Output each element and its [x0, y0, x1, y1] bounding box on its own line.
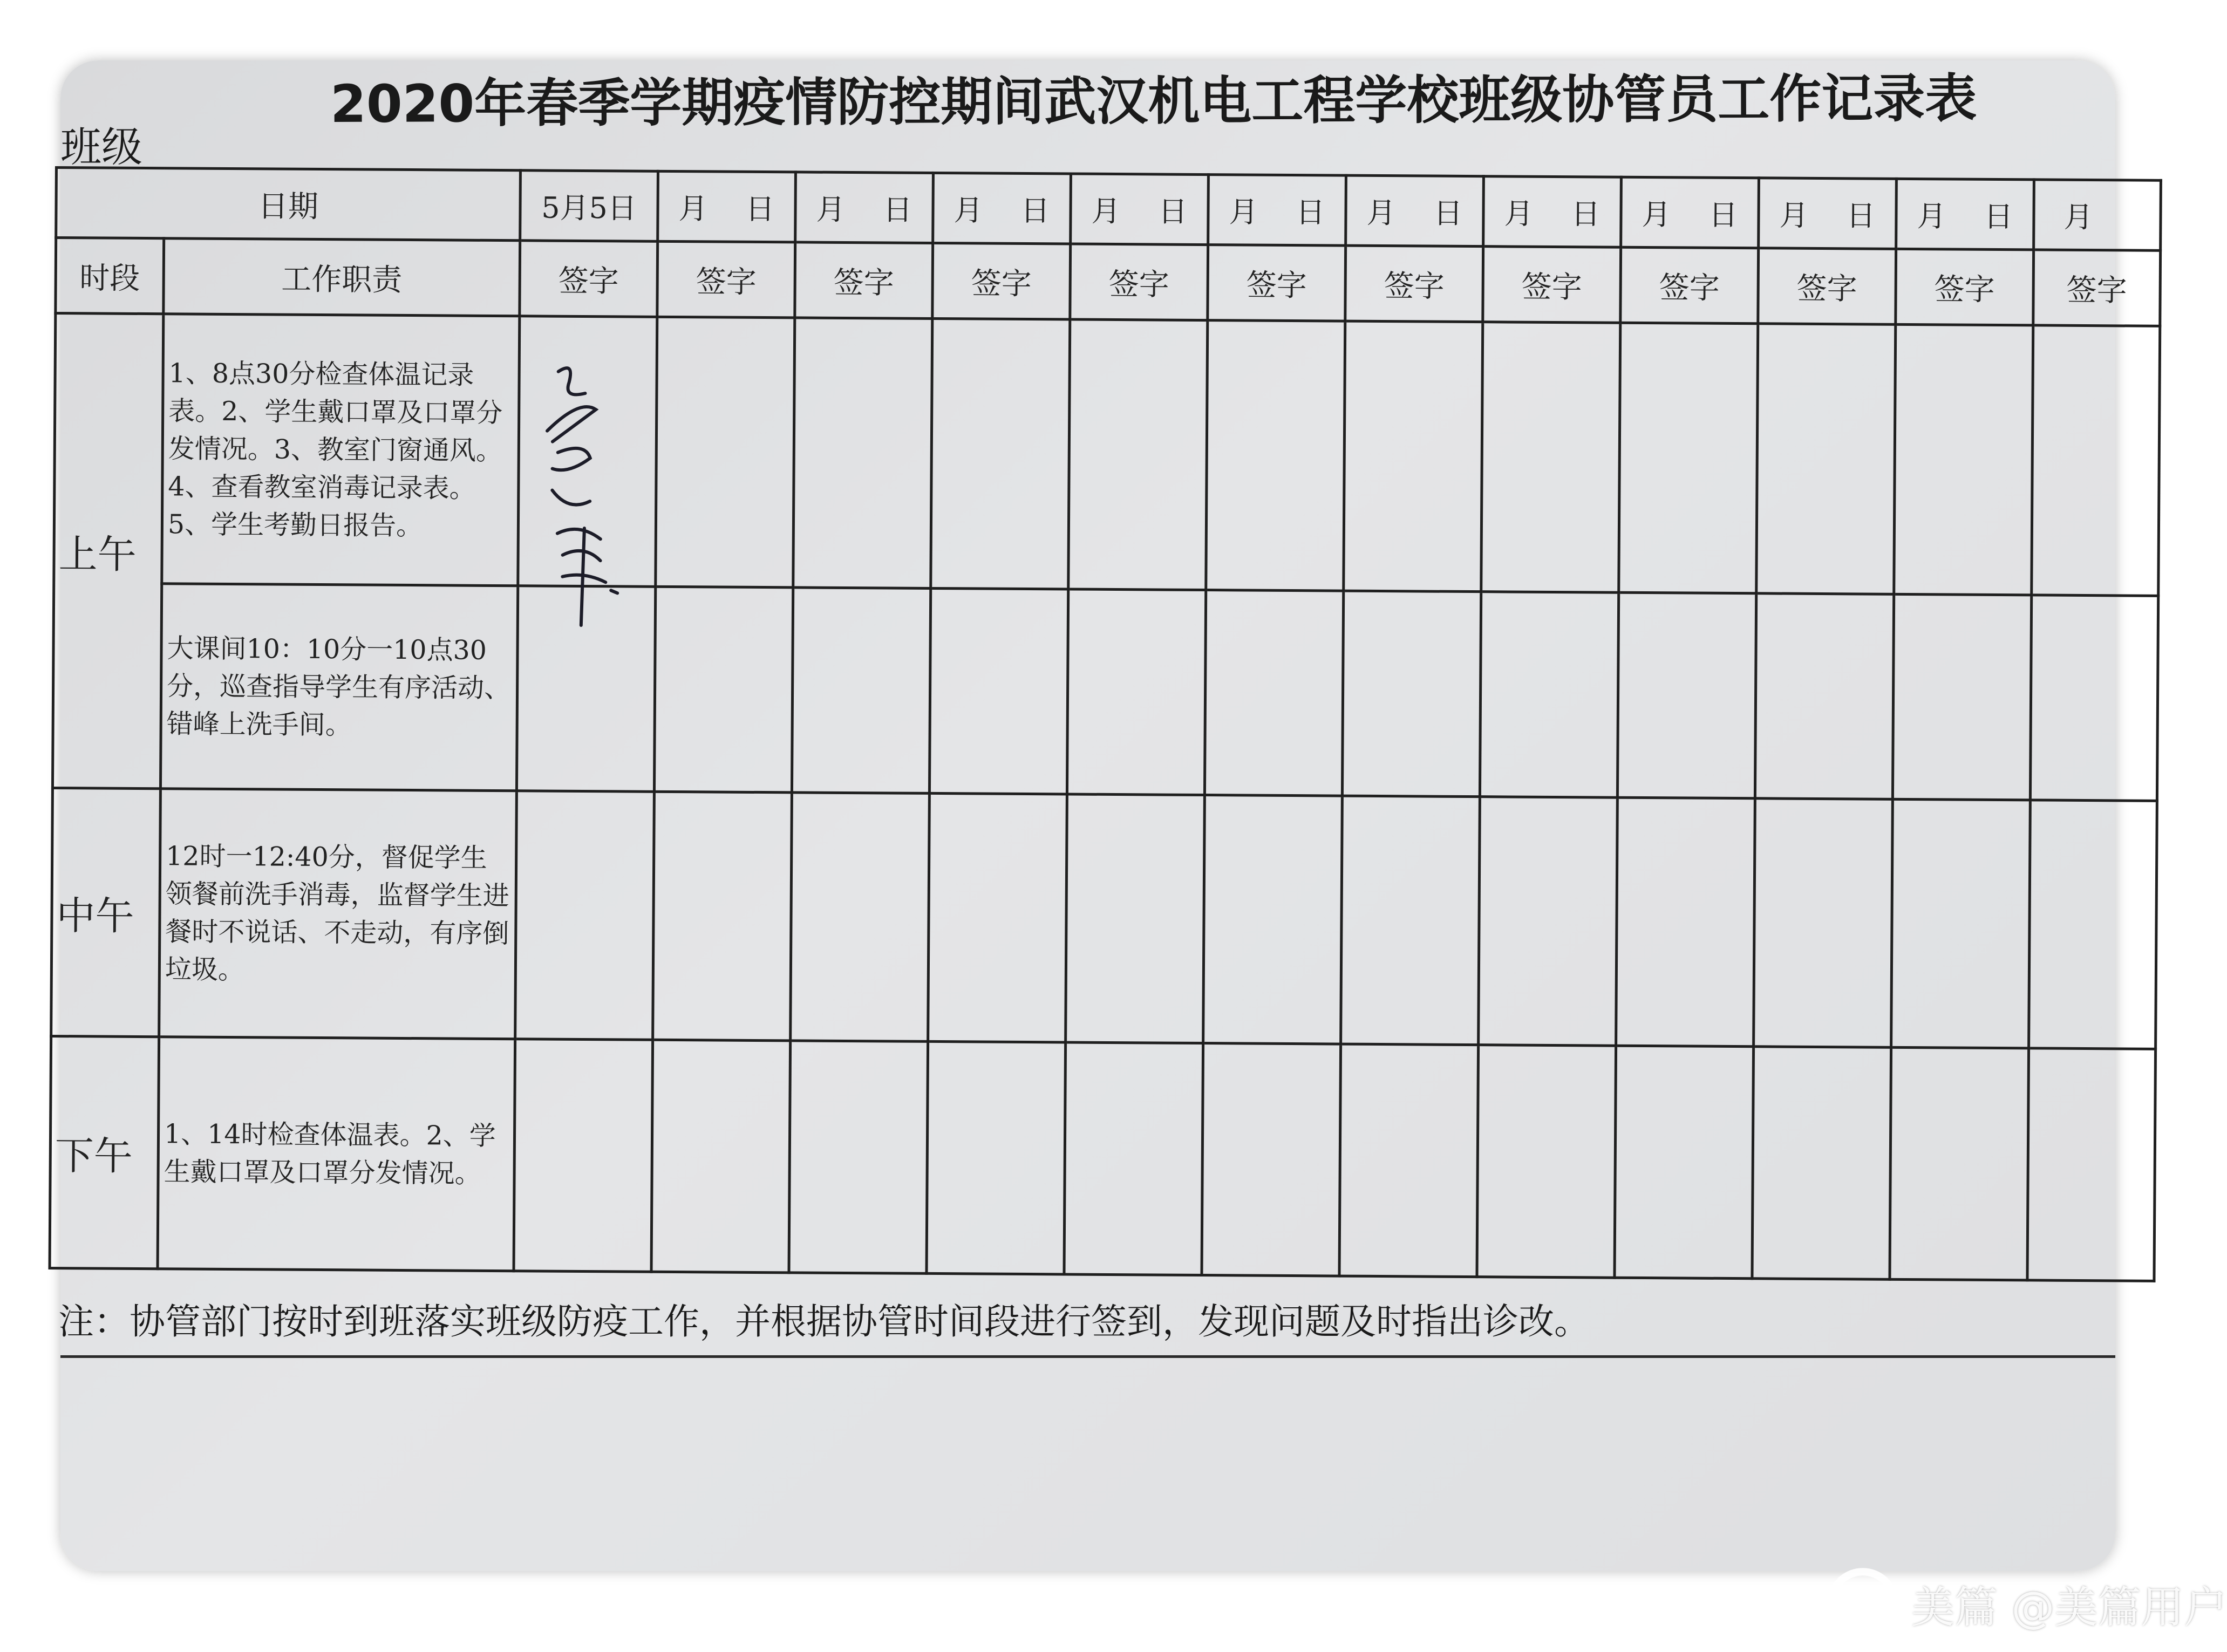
sign-header: 签字: [1896, 249, 2034, 325]
footer-note: 注：协管部门按时到班落实班级防疫工作，并根据协管时间段进行签到，发现问题及时指出诊改。: [58, 1301, 1590, 1342]
footer-divider: [60, 1355, 2115, 1358]
watermark-text: 美篇 @美篇用户: [1911, 1582, 2227, 1633]
period-header: 时段: [56, 238, 164, 314]
date-cell: 月 日: [1346, 175, 1484, 247]
date-cell-cut: 月: [2034, 180, 2161, 250]
handwritten-signature: [530, 350, 639, 631]
form-title: 2020年春季学期疫情防控期间武汉机电工程学校班级协管员工作记录表: [330, 68, 1977, 135]
duty-morning-1: 1、8点30分检查体温记录表。2、学生戴口罩及口罩分发情况。3、教室门窗通风。4、查看教室消毒记录表。5、学生考勤日报告。: [162, 314, 520, 586]
header-row: [56, 238, 2161, 326]
date-cell: 月 日: [1483, 176, 1622, 248]
sign-header: 签字: [657, 241, 795, 318]
sign-header: 签字: [1070, 244, 1208, 320]
sign-header: 签字: [1758, 248, 1896, 325]
sign-header: 签字: [2033, 250, 2161, 326]
signature-cell: [518, 316, 657, 587]
table-row: [52, 583, 2158, 801]
sign-header: 签字: [1345, 245, 1483, 322]
period-morning: 上午: [52, 313, 163, 789]
duty-noon: 12时一12:40分，督促学生领餐前洗手消毒，监督学生进餐时不说话、不走动，有序倒垃圾。: [159, 789, 517, 1039]
document-photo: [55, 60, 2227, 1633]
table-row: [54, 313, 2160, 596]
table-row: [50, 1036, 2156, 1281]
sign-header: 签字: [1208, 245, 1346, 322]
date-cell: 月 日: [658, 171, 796, 242]
meipian-logo-icon: [1825, 1566, 1901, 1641]
date-cell: 月 日: [1759, 178, 1897, 249]
sign-header: 签字: [1620, 247, 1759, 324]
table-row: [51, 788, 2157, 1049]
sign-header: 签字: [795, 242, 933, 319]
date-cell: 月 日: [1621, 177, 1759, 248]
period-afternoon: 下午: [50, 1036, 159, 1268]
record-table: [49, 166, 2162, 1282]
duty-morning-2: 大课间10：10分一10点30分，巡查指导学生有序活动、错峰上洗手间。: [160, 584, 517, 791]
date-cell: 月 日: [1071, 174, 1209, 245]
date-header: 日期: [56, 168, 521, 241]
date-row: [56, 168, 2161, 251]
sign-header: 签字: [932, 243, 1071, 319]
date-cell: 月 日: [795, 172, 934, 243]
sign-header: 签字: [1483, 247, 1621, 323]
sign-header: 签字: [520, 241, 658, 317]
date-cell-first: 5月5日: [520, 170, 658, 242]
period-noon: 中午: [51, 788, 161, 1036]
duty-header: 工作职责: [164, 238, 520, 316]
class-label: 班级: [60, 123, 142, 171]
watermark: [1825, 1555, 2227, 1652]
record-form: [48, 166, 2160, 1366]
duty-afternoon: 1、14时检查体温表。2、学生戴口罩及口罩分发情况。: [158, 1037, 515, 1271]
date-cell: 月 日: [1208, 175, 1346, 246]
date-cell: 月 日: [1896, 179, 2034, 250]
date-cell: 月 日: [933, 173, 1071, 244]
